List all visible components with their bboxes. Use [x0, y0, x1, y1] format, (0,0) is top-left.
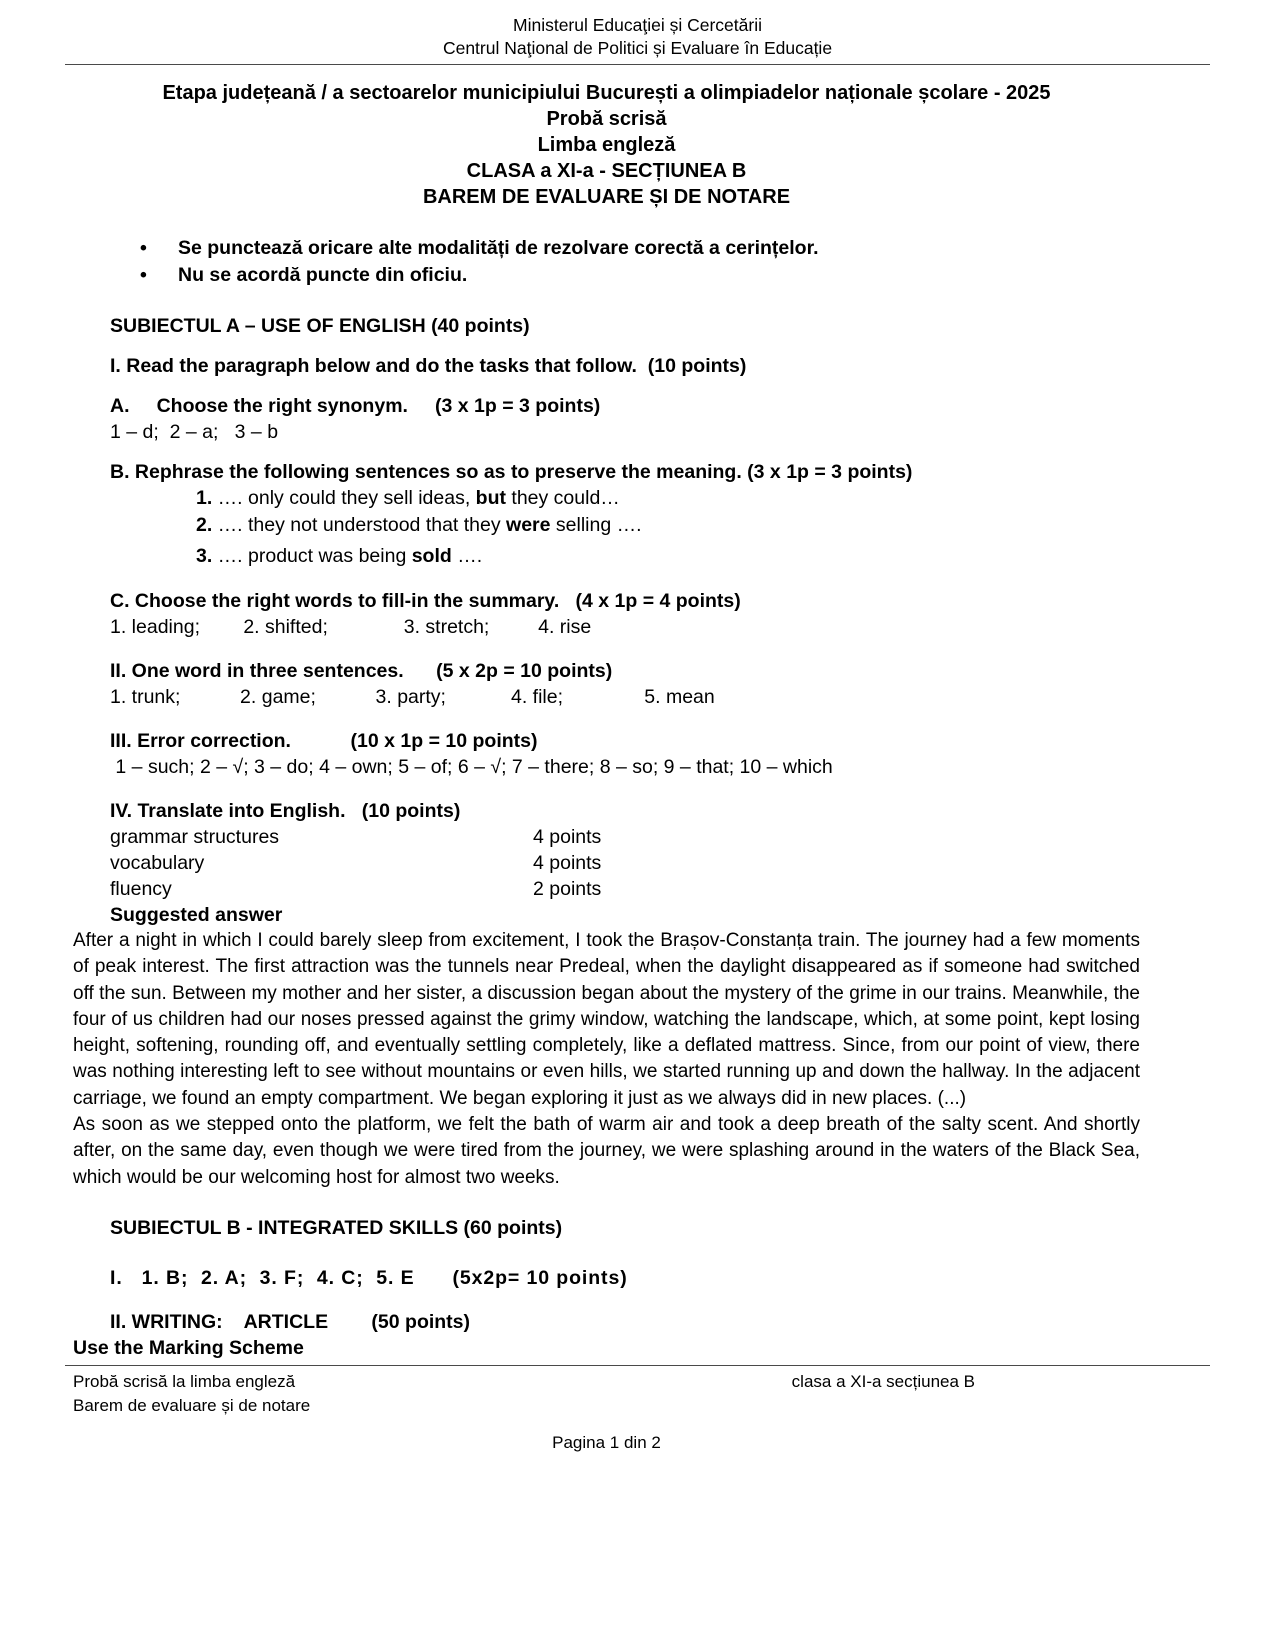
task-iv-heading: IV. Translate into English. (10 points): [110, 800, 461, 822]
item-text-post: selling ….: [550, 514, 642, 536]
item-text-pre: …. they not understood that they: [212, 514, 507, 536]
criteria-label: fluency: [110, 878, 172, 900]
item-number: 2.: [196, 514, 213, 536]
item-bold-word: but: [475, 487, 506, 509]
item-number: 1.: [196, 487, 213, 509]
note-text: Nu se acordă puncte din oficiu.: [178, 264, 468, 286]
rephrase-answer-2: [73, 512, 1140, 539]
task-ii-answers: 1. trunk; 2. game; 3. party; 4. file; 5. mean: [110, 686, 715, 708]
marking-scheme-note: Use the Marking Scheme: [73, 1336, 304, 1359]
task-i-c-heading: C. Choose the right words to fill-in the summary. (4 x 1p = 4 points): [110, 590, 741, 612]
item-text-pre: …. product was being: [212, 545, 412, 567]
rephrase-answer-1: [73, 485, 1140, 512]
footer-doc-subtitle: Barem de evaluare și de notare: [73, 1395, 311, 1415]
note-text: Se punctează oricare alte modalități de rezolvare corectă a cerințelor.: [178, 237, 819, 259]
item-text-post: they could…: [505, 487, 620, 509]
task-iii-answers: 1 – such; 2 – √; 3 – do; 4 – own; 5 – of; 6 – √; 7 – there; 8 – so; 9 – that; 10 – which: [110, 756, 833, 778]
footer-top-row: [73, 1370, 1140, 1394]
title-subject: Limba engleză: [537, 134, 676, 156]
bullet-icon: •: [140, 237, 147, 259]
page-number: Pagina 1 din 2: [552, 1432, 661, 1452]
header-band: [65, 14, 1210, 65]
document-header: [65, 14, 1210, 60]
criteria-row-grammar: [73, 824, 1140, 850]
item-text-pre: …. only could they sell ideas,: [212, 487, 476, 509]
suggested-answer-paragraph-1: After a night in which I could barely sleep from excitement, I took the Brașov-Constanța train. The journey had a few moments of peak interest. The first attraction was the tunnels near Predeal, when the daylight disappeared as if someone had switched off the sun. Between my mother and her sister, a discussion began about the mystery of the grime in our trains. Meanwhile, the four of us children had our noses pressed against the grimy window, watching the landscape, which, at some point, kept losing height, softening, rounding off, and eventually settling completely, like a deflated mattress. Since, from our point of view, there was nothing interesting left to see without mountains or even hills, we started running up and down the hallway. In the adjacent carriage, we found an empty compartment. We began exploring it just as we always did in new places. (...): [73, 930, 1140, 1109]
title-stage: Etapa județeană / a sectoarelor municipiului București a olimpiadelor naționale școlare - 2025: [162, 82, 1051, 104]
bullet-icon: •: [140, 264, 147, 286]
header-divider: [65, 64, 1210, 65]
task-i-a-answers: 1 – d; 2 – a; 3 – b: [110, 421, 279, 443]
suggested-answer-label: Suggested answer: [110, 904, 283, 926]
criteria-row-vocabulary: [73, 850, 1140, 876]
task-i-a-heading: A. Choose the right synonym. (3 x 1p = 3 points): [110, 395, 601, 417]
footer-divider: [65, 1365, 1210, 1366]
task-iii-heading: III. Error correction. (10 x 1p = 10 points): [110, 730, 538, 752]
suggested-answer-paragraph-2: As soon as we stepped onto the platform, we felt the bath of warm air and took a deep breath of the salty scent. And shortly after, on the same day, even though we were tired from the journey, we were splashing around in the waters of the Black Sea, which would be our welcoming host for almost two weeks.: [73, 1114, 1140, 1188]
subiectul-b-heading: SUBIECTUL B - INTEGRATED SKILLS (60 points): [110, 1216, 563, 1239]
task-ii-heading: II. One word in three sentences. (5 x 2p = 10 points): [110, 660, 613, 682]
task-i-b-heading: B. Rephrase the following sentences so as to preserve the meaning. (3 x 1p = 3 points): [110, 461, 913, 483]
criteria-points: 4 points: [533, 852, 602, 874]
title-grade: CLASA a XI-a - SECȚIUNEA B: [466, 160, 747, 182]
note-item: [73, 262, 1140, 289]
item-bold-word: were: [506, 514, 551, 536]
task-i-heading: I. Read the paragraph below and do the tasks that follow. (10 points): [110, 355, 747, 377]
subiectul-a-heading: SUBIECTUL A – USE OF ENGLISH (40 points): [110, 315, 530, 337]
note-item: [73, 235, 1140, 262]
item-text-post: ….: [451, 545, 483, 567]
subiectul-b-task-i-answers: I. 1. B; 2. A; 3. F; 4. C; 5. E (5x2p= 10 points): [110, 1266, 628, 1289]
criteria-label: grammar structures: [110, 826, 280, 848]
criteria-points: 4 points: [533, 826, 602, 848]
criteria-label: vocabulary: [110, 852, 205, 874]
title-doc-type: BAREM DE EVALUARE ȘI DE NOTARE: [422, 186, 791, 208]
ministry-name: Ministerul Educaţiei și Cercetării: [513, 15, 762, 35]
rephrase-answer-3: [73, 543, 1140, 570]
criteria-points: 2 points: [533, 878, 602, 900]
general-notes: [73, 235, 1140, 289]
item-number: 3.: [196, 545, 213, 567]
page-footer: [73, 1370, 1140, 1455]
footer-class-label: clasa a XI-a secțiunea B: [791, 1371, 975, 1391]
criteria-row-fluency: [73, 876, 1140, 902]
item-bold-word: sold: [411, 545, 452, 567]
footer-band: [65, 1365, 1210, 1366]
national-center-name: Centrul Naţional de Politici și Evaluare în Educație: [442, 38, 833, 58]
task-i-c-answers: 1. leading; 2. shifted; 3. stretch; 4. rise: [110, 616, 592, 638]
title-block: [73, 80, 1140, 210]
title-exam-type: Probă scrisă: [546, 108, 667, 130]
footer-doc-title: Probă scrisă la limba engleză: [73, 1371, 296, 1391]
subiectul-b-task-ii-heading: II. WRITING: ARTICLE (50 points): [110, 1310, 471, 1333]
